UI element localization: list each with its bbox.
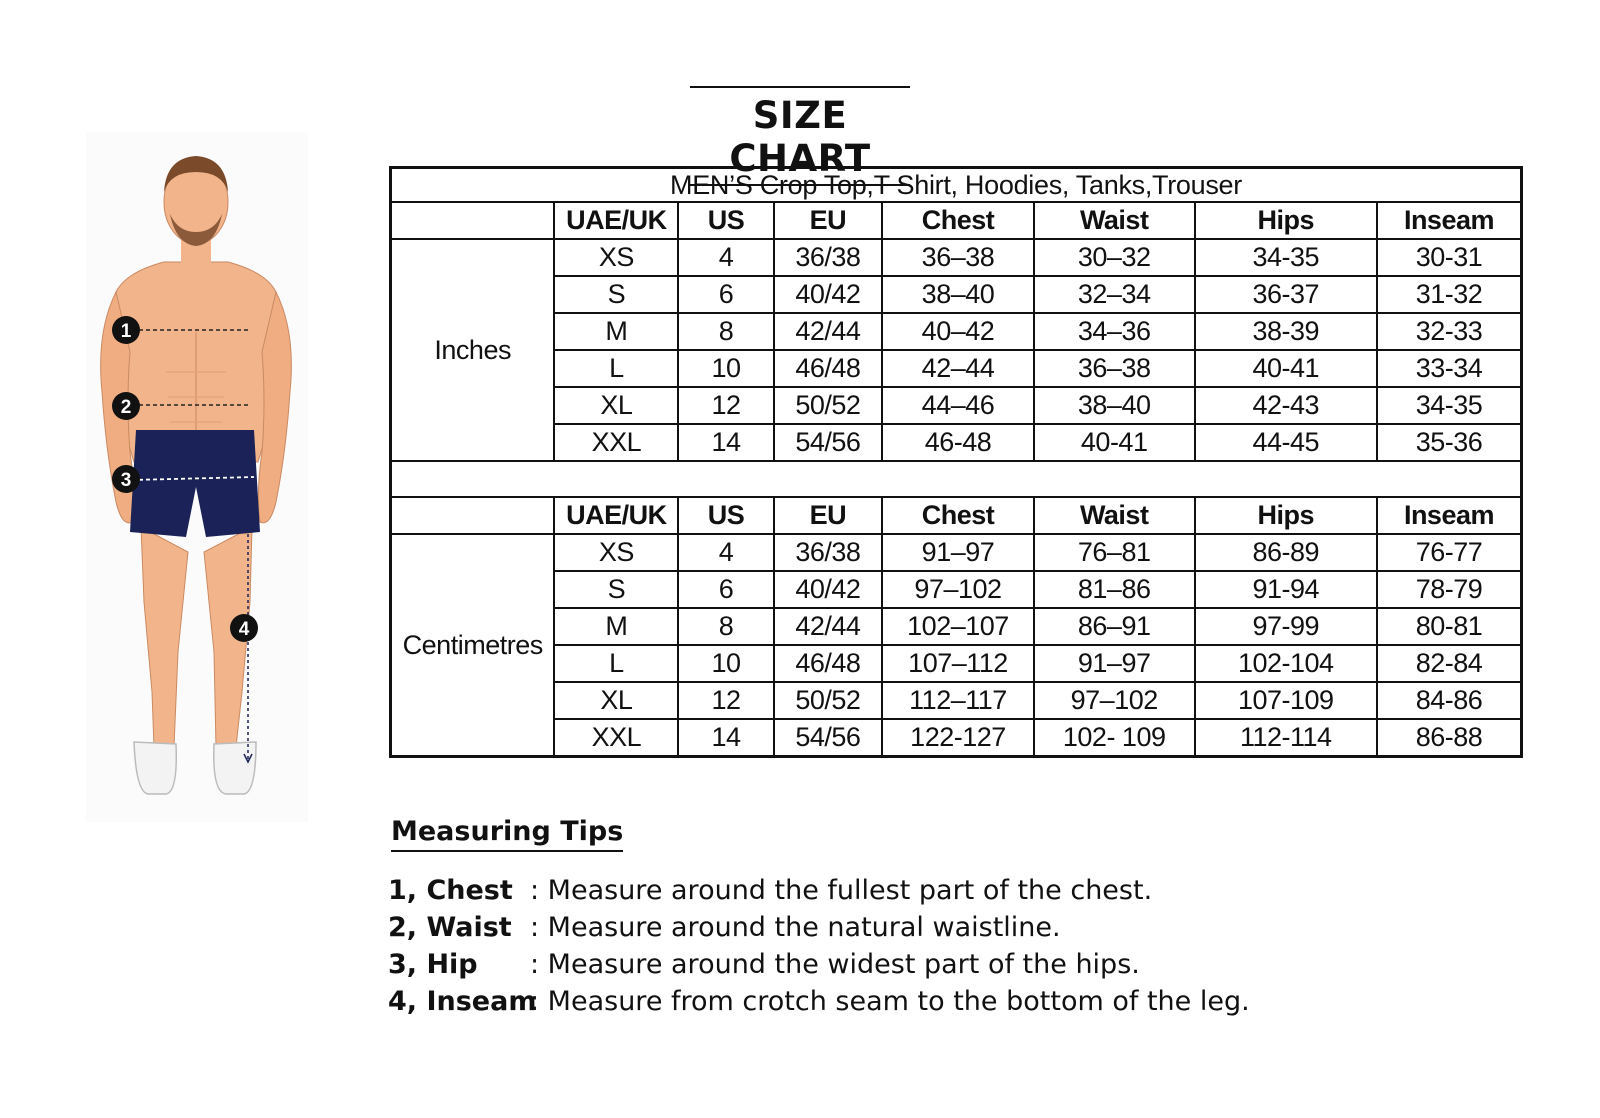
table-cell: 86-88: [1377, 719, 1522, 757]
svg-text:4: 4: [238, 619, 250, 640]
table-cell: 97–102: [882, 571, 1034, 608]
table-cell: 12: [678, 387, 773, 424]
table-cell: 34–36: [1034, 313, 1195, 350]
page-title: SIZE CHART: [690, 86, 910, 186]
table-cell: 42–44: [882, 350, 1034, 387]
table-cell: 40-41: [1034, 424, 1195, 461]
table-cell: 112–117: [882, 682, 1034, 719]
table-cell: 40/42: [774, 276, 883, 313]
table-cell: 102- 109: [1034, 719, 1195, 757]
table-row: [391, 534, 1522, 571]
table-cell: 32-33: [1377, 313, 1522, 350]
svg-text:3: 3: [120, 470, 132, 491]
table-cell: XXL: [554, 719, 678, 757]
table-row: [391, 239, 1522, 276]
table-cell: 4: [678, 239, 773, 276]
marker-hip: [112, 465, 140, 493]
table-cell: 6: [678, 276, 773, 313]
table-cell: 91-94: [1195, 571, 1377, 608]
inches-unit-label: Inches: [391, 239, 555, 461]
tip-label: 1, Chest: [388, 875, 513, 906]
table-cell: 42/44: [774, 313, 883, 350]
table-cell: XS: [554, 534, 678, 571]
table-cell: S: [554, 276, 678, 313]
table-cell: 84-86: [1377, 682, 1522, 719]
table-cell: 54/56: [774, 719, 883, 757]
column-header: Chest: [882, 202, 1034, 239]
table-cell: 102-104: [1195, 645, 1377, 682]
column-header: US: [678, 497, 773, 534]
column-header: UAE/UK: [554, 497, 678, 534]
table-cell: XXL: [554, 424, 678, 461]
table-cell: 46-48: [882, 424, 1034, 461]
table-cell: S: [554, 571, 678, 608]
tip-label: 4, Inseam: [388, 986, 537, 1017]
table-cell: 40/42: [774, 571, 883, 608]
header-blank-cell: [391, 202, 555, 239]
table-cell: 82-84: [1377, 645, 1522, 682]
column-header: Hips: [1195, 497, 1377, 534]
table-cell: 14: [678, 424, 773, 461]
column-header: UAE/UK: [554, 202, 678, 239]
svg-text:1: 1: [120, 321, 132, 342]
table-cell: 8: [678, 313, 773, 350]
table-row: [391, 276, 1522, 313]
table-cell: XL: [554, 387, 678, 424]
tip-text: : Measure around the fullest part of the chest.: [530, 875, 1153, 906]
table-cell: 36–38: [1034, 350, 1195, 387]
table-row: [391, 682, 1522, 719]
table-cell: 97–102: [1034, 682, 1195, 719]
table-cell: 35-36: [1377, 424, 1522, 461]
tip-label: 3, Hip: [388, 949, 478, 980]
table-cell: 38–40: [1034, 387, 1195, 424]
measuring-tips-list: [388, 872, 1250, 1020]
table-row: [391, 719, 1522, 757]
table-cell: 36/38: [774, 239, 883, 276]
table-cell: 10: [678, 350, 773, 387]
man-illustration: [86, 132, 308, 822]
table-cell: 97-99: [1195, 608, 1377, 645]
tip-label: 2, Waist: [388, 912, 512, 943]
table-cell: 44–46: [882, 387, 1034, 424]
table-cell: XS: [554, 239, 678, 276]
table-cell: 91–97: [1034, 645, 1195, 682]
table-cell: 78-79: [1377, 571, 1522, 608]
inches-header-row: [391, 202, 1522, 239]
table-cell: 107-109: [1195, 682, 1377, 719]
table-cell: 76–81: [1034, 534, 1195, 571]
marker-inseam: [230, 614, 258, 642]
header-blank-cell: [391, 497, 555, 534]
table-cell: 112-114: [1195, 719, 1377, 757]
table-cell: 40–42: [882, 313, 1034, 350]
column-header: Hips: [1195, 202, 1377, 239]
table-cell: 80-81: [1377, 608, 1522, 645]
svg-text:2: 2: [120, 397, 132, 418]
table-cell: 10: [678, 645, 773, 682]
marker-waist: [112, 392, 140, 420]
table-cell: 42/44: [774, 608, 883, 645]
centimetres-header-row: [391, 497, 1522, 534]
table-cell: 8: [678, 608, 773, 645]
column-header: EU: [774, 497, 883, 534]
table-cell: XL: [554, 682, 678, 719]
column-header: Waist: [1034, 497, 1195, 534]
table-cell: 34-35: [1377, 387, 1522, 424]
table-cell: 6: [678, 571, 773, 608]
table-cell: 46/48: [774, 350, 883, 387]
table-row: [391, 645, 1522, 682]
table-row: [391, 387, 1522, 424]
table-cell: L: [554, 350, 678, 387]
measuring-tips-title: Measuring Tips: [391, 816, 623, 852]
tip-text: : Measure around the natural waistline.: [530, 912, 1061, 943]
size-chart-table: [389, 166, 1523, 758]
tip-chest: [388, 872, 1250, 909]
table-cell: 36–38: [882, 239, 1034, 276]
table-cell: 38–40: [882, 276, 1034, 313]
table-cell: 42-43: [1195, 387, 1377, 424]
column-header: Waist: [1034, 202, 1195, 239]
table-cell: 31-32: [1377, 276, 1522, 313]
table-cell: 76-77: [1377, 534, 1522, 571]
tip-text: : Measure around the widest part of the hips.: [530, 949, 1140, 980]
table-cell: 4: [678, 534, 773, 571]
table-cell: 12: [678, 682, 773, 719]
column-header: Inseam: [1377, 202, 1522, 239]
table-cell: 36-37: [1195, 276, 1377, 313]
table-caption-row: [391, 168, 1522, 203]
spacer-cell: [391, 461, 1522, 497]
table-row: [391, 313, 1522, 350]
table-cell: 54/56: [774, 424, 883, 461]
column-header: Inseam: [1377, 497, 1522, 534]
table-cell: 30–32: [1034, 239, 1195, 276]
table-cell: 107–112: [882, 645, 1034, 682]
table-cell: 36/38: [774, 534, 883, 571]
table-cell: 38-39: [1195, 313, 1377, 350]
table-cell: 30-31: [1377, 239, 1522, 276]
table-cell: M: [554, 608, 678, 645]
table-cell: 50/52: [774, 387, 883, 424]
marker-chest: [112, 316, 140, 344]
table-cell: 86-89: [1195, 534, 1377, 571]
column-header: EU: [774, 202, 883, 239]
spacer-row: [391, 461, 1522, 497]
table-row: [391, 424, 1522, 461]
table-cell: L: [554, 645, 678, 682]
table-cell: 86–91: [1034, 608, 1195, 645]
table-cell: 122-127: [882, 719, 1034, 757]
table-row: [391, 608, 1522, 645]
table-row: [391, 350, 1522, 387]
table-cell: 33-34: [1377, 350, 1522, 387]
table-cell: 44-45: [1195, 424, 1377, 461]
table-cell: 32–34: [1034, 276, 1195, 313]
table-cell: 81–86: [1034, 571, 1195, 608]
table-cell: 46/48: [774, 645, 883, 682]
table-row: [391, 571, 1522, 608]
table-cell: 50/52: [774, 682, 883, 719]
table-cell: M: [554, 313, 678, 350]
tip-waist: [388, 909, 1250, 946]
table-cell: 14: [678, 719, 773, 757]
tip-text: : Measure from crotch seam to the bottom of the leg.: [530, 986, 1250, 1017]
column-header: Chest: [882, 497, 1034, 534]
centimetres-unit-label: Centimetres: [391, 534, 555, 757]
table-caption: MEN’S Crop Top,T Shirt, Hoodies, Tanks,Trouser: [391, 168, 1522, 203]
table-cell: 34-35: [1195, 239, 1377, 276]
body-figure: [86, 132, 308, 822]
tip-inseam: [388, 983, 1250, 1020]
table-cell: 40-41: [1195, 350, 1377, 387]
tip-hip: [388, 946, 1250, 983]
table-cell: 102–107: [882, 608, 1034, 645]
table-cell: 91–97: [882, 534, 1034, 571]
column-header: US: [678, 202, 773, 239]
